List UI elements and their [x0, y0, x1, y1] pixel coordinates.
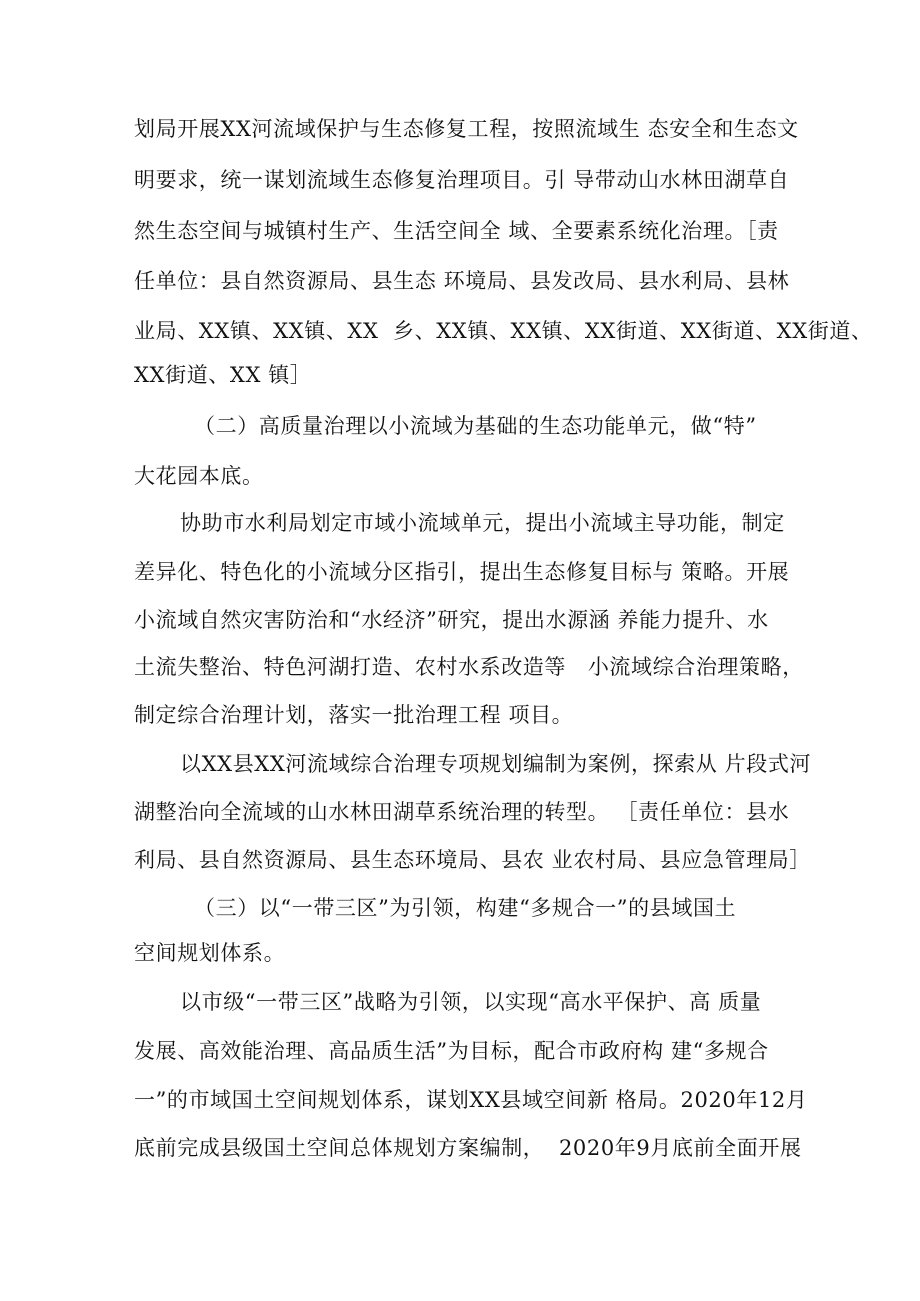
text-line-16: 利局、县自然资源局、县生态环境局、县农 业农村局、县应急管理局］: [134, 848, 811, 872]
text-line-4: 任单位：县自然资源局、县生态 环境局、县发改局、县水利局、县林: [134, 269, 790, 293]
text-line-20: 发展、高效能治理、高品质生活”为目标，配合市政府构 建“多规合: [134, 1039, 769, 1063]
text-line-22: 底前完成县级国土空间总体规划方案编制， 2020年9月底前全面开展: [134, 1136, 802, 1160]
text-line-2: 明要求，统一谋划流域生态修复治理项目。引 导带动山水林田湖草自: [134, 168, 790, 192]
text-line-15: 湖整治向全流域的山水林田湖草系统治理的转型。 ［责任单位：县水: [134, 800, 790, 824]
section-heading-3-line-2: 空间规划体系。: [134, 941, 286, 965]
text-line-11: 小流域自然灾害防治和“水经济”研究，提出水源涵 养能力提升、水: [134, 608, 769, 632]
section-heading-2-line-2: 大花园本底。: [134, 464, 264, 488]
text-line-6: XX街道、XX 镇］: [134, 363, 312, 387]
text-line-13: 制定综合治理计划，落实一批治理工程 项目。: [134, 703, 574, 727]
text-line-19: 以市级“一带三区”战略为引领，以实现“高水平保护、高 质量: [180, 990, 762, 1014]
text-line-21: 一”的市域国土空间规划体系，谋划XX县域空间新 格局。2020年12月: [134, 1088, 808, 1112]
text-line-1: 划局开展XX河流域保护与生态修复工程，按照流域生 态安全和生态文: [134, 117, 799, 141]
text-line-10: 差异化、特色化的小流域分区指引，提出生态修复目标与 策略。开展: [134, 560, 790, 584]
text-line-3: 然生态空间与城镇村生产、生活空间全 域、全要素系统化治理。［责: [134, 219, 779, 243]
text-line-5: 业局、XX镇、XX镇、XX 乡、XX镇、XX镇、XX街道、XX街道、XX街道、: [134, 319, 873, 343]
text-line-14: 以XX县XX河流域综合治理专项规划编制为案例，探索从 片段式河: [180, 752, 812, 776]
text-line-12: 土流失整治、特色河湖打造、农村水系改造等 小流域综合治理策略，: [134, 655, 804, 679]
section-heading-3-line-1: （三）以“一带三区”为引领，构建“多规合一”的县域国土: [194, 896, 737, 920]
text-line-9: 协助市水利局划定市域小流域单元，提出小流域主导功能，制定: [180, 511, 785, 535]
section-heading-2-line-1: （二）高质量治理以小流域为基础的生态功能单元，做“特”: [194, 414, 757, 438]
